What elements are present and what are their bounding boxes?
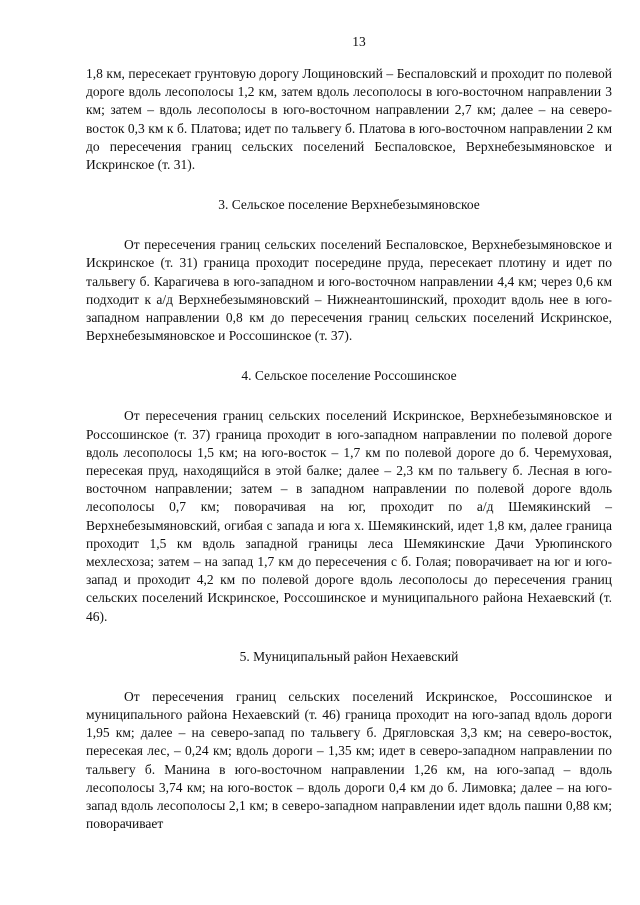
section-heading-5: 5. Муниципальный район Нехаевский (239, 648, 459, 664)
section-heading-3: 3. Сельское поселение Верхнебезымяновское (218, 197, 480, 213)
page-number: 13 (352, 34, 366, 49)
paragraph-section-4: От пересечения границ сельских поселений Искринское, Верхнебезымяновское и Россошинское (т. 37) граница проходит в юго-западном направлении по полевой дороге вдоль лесополосы 1,5 км; на юго-восток – 1,7 км по полевой дороге до б. Черемуховая, пересекая пруд, находящийся в этой балке; далее – 2,3 км по тальвегу б. Лесная в юго-восточном направлении; затем – в западном направлении по полевой дороге вдоль лесополосы 0,7 км; поворачивая на юг, проходит по а/д Шемякинский – Верхнебезымяновский, огибая с запада и юга х. Шемякинский, идет 1,8 км, далее граница проходит 1,5 км вдоль западной границы леса Шемякинские Дачи Урюпинского мехлесхоза; затем – на запад 1,7 км до пересечения с б. Голая; поворачивает на юг и юго-запад и проходит 4,2 км по полевой дороге вдоль лесополосы до пересечения границ сельских поселений Искринское, Россошинское и муниципального района Нехаевский (т. 46). (86, 408, 612, 624)
paragraph-section-3: От пересечения границ сельских поселений Беспаловское, Верхнебезымяновское и Искринское (т. 31) граница проходит посередине пруда, пересекает плотину и идет по тальвегу б. Карагичева в юго-западном и юго-восточном направлении 4,4 км; через 0,6 км подходит к а/д Верхнебезымяновский – Нижнеантошинский, проходит вдоль нее в юго-западном направлении 0,8 км до пересечения границ сельских поселений Искринское, Верхнебезымяновское и Россошинское (т. 37). (86, 237, 612, 344)
paragraph-section-5: От пересечения границ сельских поселений Искринское, Россошинское и муниципального района Нехаевский (т. 46) граница проходит на юго-запад вдоль дороги 1,95 км; далее – на северо-запад по тальвегу б. Дрягловская 3,3 км; на северо-восток, пересекая лес, – 0,24 км; вдоль дороги – 1,35 км; идет в северо-западном направлении по тальвегу б. Манина в юго-восточном направлении 1,26 км, на юго-запад – вдоль лесополосы 3,74 км; на юго-восток – вдоль дороги 0,4 км до б. Лимовка; далее – на юго-запад вдоль лесополосы 2,1 км; в северо-западном направлении идет вдоль пашни 0,88 км; поворачивает (86, 688, 612, 832)
paragraph-continuation: 1,8 км, пересекает грунтовую дорогу Лощиновский – Беспаловский и проходит по полевой дороге вдоль лесополосы 1,2 км, затем вдоль лесополосы в юго-восточном направлении 3 км; затем – вдоль лесополосы в юго-восточном направлении 2,7 км; далее – на северо-восток 0,3 км к б. Платова; идет по тальвегу б. Платова в юго-восточном направлении 2 км до пересечения границ сельских поселений Беспаловское, Верхнебезымяновское и Искринское (т. 31). (86, 66, 612, 173)
section-heading-4: 4. Сельское поселение Россошинское (241, 368, 457, 384)
document-page (86, 34, 612, 834)
